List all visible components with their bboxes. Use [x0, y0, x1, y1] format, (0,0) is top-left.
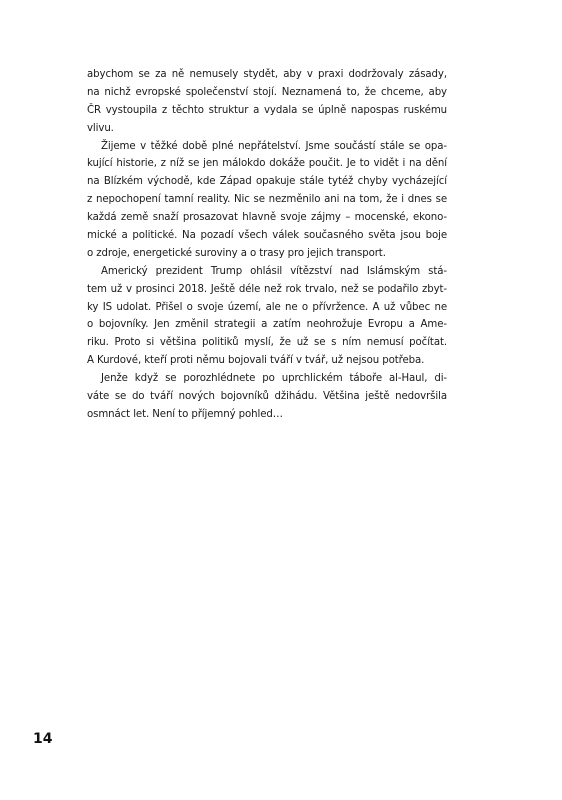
- text-line: každá země snaží prosazovat hlavně svoje zájmy – mocenské, ekono-: [87, 212, 447, 224]
- text-line: riku. Proto si většina politiků myslí, že už se s ním nemusí počítat.: [87, 337, 447, 349]
- text-line: tem už v prosinci 2018. Ještě déle než rok trvalo, než se podařilo zbyt-: [87, 283, 447, 295]
- text-line: Žijeme v těžké době plné nepřátelství. Jsme součástí stále se opa-: [101, 140, 447, 152]
- paragraph: [87, 370, 447, 424]
- text-line: na Blízkém východě, kde Západ opakuje stále tytéž chyby vycházející: [87, 176, 447, 188]
- text-line: osmnáct let. Není to příjemný pohled…: [87, 408, 283, 420]
- text-line: na nichž evropské společenství stojí. Neznamená to, že chceme, aby: [87, 86, 447, 98]
- text-line: o zdroje, energetické suroviny a o trasy pro jejich transport.: [87, 247, 386, 259]
- paragraph: [87, 66, 447, 138]
- paragraph: [87, 263, 447, 370]
- text-line: o bojovníky. Jen změnil strategii a zatím neohrožuje Evropu a Ame-: [87, 319, 447, 331]
- paragraph: [87, 138, 447, 263]
- text-line: kující historie, z níž se jen málokdo dokáže poučit. Je to vidět i na dění: [87, 158, 447, 170]
- body-text: [87, 66, 447, 424]
- text-line: ky IS udolat. Přišel o svoje území, ale ne o přívržence. A už vůbec ne: [87, 301, 447, 313]
- text-line: váte se do tváří nových bojovníků džihádu. Většina ještě nedovršila: [87, 391, 447, 403]
- text-line: Jenže když se porozhlédnete po uprchlickém táboře al-Haul, di-: [101, 373, 447, 385]
- page-number: 14: [33, 731, 53, 747]
- text-line: mické a politické. Na pozadí všech válek současného světa jsou boje: [87, 230, 447, 242]
- text-line: vlivu.: [87, 122, 114, 134]
- text-line: Americký prezident Trump ohlásil vítězství nad Islámským stá-: [101, 265, 447, 277]
- text-line: abychom se za ně nemusely stydět, aby v praxi dodržovaly zásady,: [87, 69, 447, 80]
- text-line: A Kurdové, kteří proti němu bojovali tváří v tvář, už nejsou potřeba.: [87, 355, 425, 367]
- text-line: ČR vystoupila z těchto struktur a vydala se úplně napospas ruskému: [87, 104, 447, 116]
- text-line: z nepochopení tamní reality. Nic se nezměnilo ani na tom, že i dnes se: [87, 194, 447, 206]
